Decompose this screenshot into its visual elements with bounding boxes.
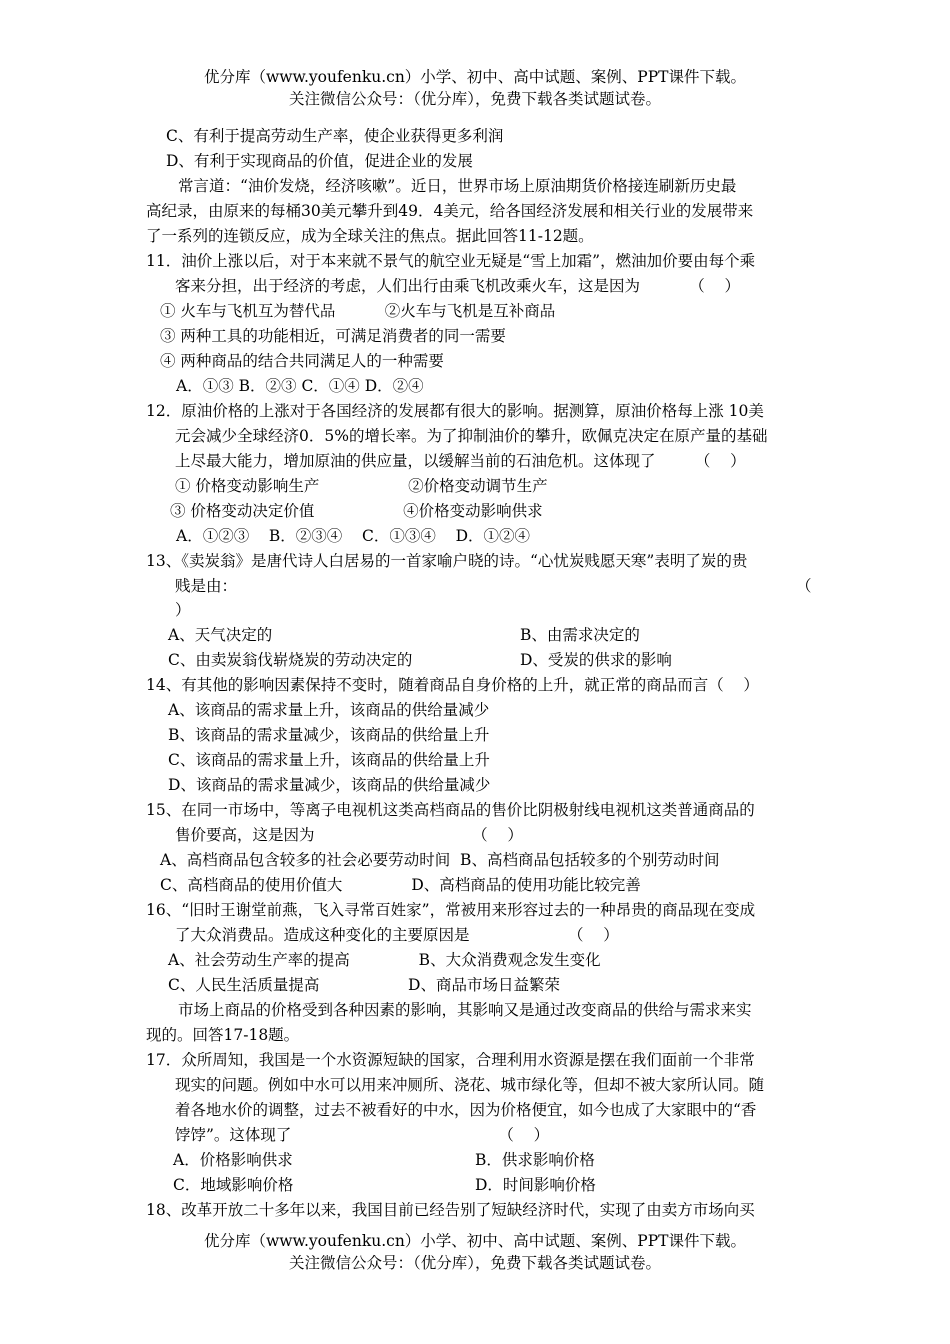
question-12-line-1: 12．原油价格的上涨对于各国经济的发展都有很大的影响。据测算，原油价格每上涨 10美 (146, 402, 764, 420)
passage-11-12-line-3: 了一系列的连锁反应，成为全球关注的焦点。据此回答11-12题。 (146, 227, 594, 245)
question-16-line-1: 16、“旧时王谢堂前燕，飞入寻常百姓家”，常被用来形容过去的一种昂贵的商品现在变成 (146, 901, 756, 919)
question-17-line-3: 着各地水价的调整，过去不被看好的中水，因为价格便宜，如今也成了大家眼中的“香 (175, 1101, 757, 1119)
question-13-option-a: A、天气决定的 (168, 626, 273, 644)
question-14-option-c: C、该商品的需求量上升，该商品的供给量上升 (168, 751, 490, 769)
question-18-line-1: 18、改革开放二十多年以来，我国目前已经告别了短缺经济时代，实现了由卖方市场向买 (146, 1201, 755, 1219)
question-17-line-1: 17．众所周知，我国是一个水资源短缺的国家，合理利用水资源是摆在我们面前一个非常 (146, 1051, 755, 1069)
question-17-option-a: A．价格影响供求 (173, 1151, 293, 1169)
question-15-options-ab: A、高档商品包含较多的社会必要劳动时间 B、高档商品包括较多的个别劳动时间 (160, 851, 720, 869)
question-11-item-1-2: ① 火车与飞机互为替代品 ②火车与飞机是互补商品 (160, 302, 556, 320)
question-17-option-c: C．地域影响价格 (173, 1176, 294, 1194)
question-14-option-d: D、该商品的需求量减少，该商品的供给量减少 (168, 776, 491, 794)
question-14-line-1: 14、有其他的影响因素保持不变时，随着商品自身价格的上升，就正常的商品而言（ ） (146, 676, 759, 694)
passage-17-18-line-2: 现的。回答17-18题。 (146, 1026, 300, 1044)
question-13-line-2: 贱是由： (175, 577, 238, 595)
question-15-line-1: 15、在同一市场中，等离子电视机这类高档商品的售价比阴极射线电视机这类普通商品的 (146, 801, 755, 819)
question-13-option-d: D、受炭的供求的影响 (520, 651, 672, 669)
question-15-line-2: 售价要高，这是因为 （ ） (175, 826, 523, 844)
question-11-line-1: 11．油价上涨以后，对于本来就不景气的航空业无疑是“雪上加霜”，燃油加价要由每个乘 (146, 252, 756, 270)
passage-11-12-line-2: 高纪录，由原来的每桶30美元攀升到49．4美元，给各国经济发展和相关行业的发展带来 (146, 202, 754, 220)
question-16-options-ab: A、社会劳动生产率的提高 B、大众消费观念发生变化 (168, 951, 601, 969)
passage-17-18-line-1: 市场上商品的价格受到各种因素的影响，其影响又是通过改变商品的供给与需求来实 (178, 1001, 752, 1019)
question-13-option-b: B、由需求决定的 (520, 626, 640, 644)
question-14-option-a: A、该商品的需求量上升，该商品的供给量减少 (168, 701, 490, 719)
question-15-options-cd: C、高档商品的使用价值大 D、高档商品的使用功能比较完善 (160, 876, 641, 894)
question-17-option-d: D．时间影响价格 (475, 1176, 596, 1194)
question-12-line-3: 上尽最大能力，增加原油的供应量，以缓解当前的石油危机。这体现了 （ ） (175, 452, 746, 470)
question-13-paren-close: ） (175, 601, 191, 619)
question-11-item-4: ④ 两种商品的结合共同满足人的一种需要 (160, 352, 444, 370)
question-11-line-2: 客来分担，出于经济的考虑，人们出行由乘飞机改乘火车，这是因为 （ ） (175, 277, 740, 295)
question-14-option-b: B、该商品的需求量减少，该商品的供给量上升 (168, 726, 490, 744)
question-12-options: A．①②③ B．②③④ C．①③④ D．①②④ (176, 527, 530, 545)
footer-line-2: 关注微信公众号：（优分库），免费下载各类试题试卷。 (288, 1254, 661, 1272)
question-11-item-3: ③ 两种工具的功能相近，可满足消费者的同一需要 (160, 327, 506, 345)
question-11-options: A．①③ B．②③ C．①④ D．②④ (176, 377, 424, 395)
question-12-item-3-4: ③ 价格变动决定价值 ④价格变动影响供求 (170, 502, 543, 520)
question-12-line-2: 元会减少全球经济0．5%的增长率。为了抑制油价的攀升，欧佩克决定在原产量的基础 (175, 427, 768, 445)
question-13-line-1: 13、《卖炭翁》是唐代诗人白居易的一首家喻户晓的诗。“心忧炭贱愿天寒”表明了炭的贵 (146, 552, 748, 570)
question-17-option-b: B．供求影响价格 (475, 1151, 595, 1169)
question-13-option-c: C、由卖炭翁伐崭烧炭的劳动决定的 (168, 651, 413, 669)
question-16-options-cd: C、人民生活质量提高 D、商品市场日益繁荣 (168, 976, 560, 994)
passage-11-12-line-1: 常言道：“油价发烧，经济咳嗽”。近日，世界市场上原油期货价格接连刷新历史最 (178, 177, 737, 195)
footer-line-1: 优分库（www.youfenku.cn）小学、初中、高中试题、案例、PPT课件下载。 (203, 1232, 747, 1250)
question-16-line-2: 了大众消费品。造成这种变化的主要原因是 （ ） (175, 926, 619, 944)
question-13-paren-open: （ (796, 577, 812, 595)
question-12-item-1-2: ① 价格变动影响生产 ②价格变动调节生产 (175, 477, 548, 495)
question-17-line-2: 现实的问题。例如中水可以用来冲厕所、浇花、城市绿化等，但却不被大家所认同。随 (175, 1076, 765, 1094)
option-10d: D、有利于实现商品的价值，促进企业的发展 (166, 152, 473, 170)
header-line-1: 优分库（www.youfenku.cn）小学、初中、高中试题、案例、PPT课件下载。 (203, 68, 747, 86)
question-17-line-4: 饽饽”。这体现了 （ ） (175, 1126, 550, 1144)
option-10c: C、有利于提高劳动生产率，使企业获得更多利润 (166, 127, 504, 145)
header-line-2: 关注微信公众号：（优分库），免费下载各类试题试卷。 (288, 90, 661, 108)
